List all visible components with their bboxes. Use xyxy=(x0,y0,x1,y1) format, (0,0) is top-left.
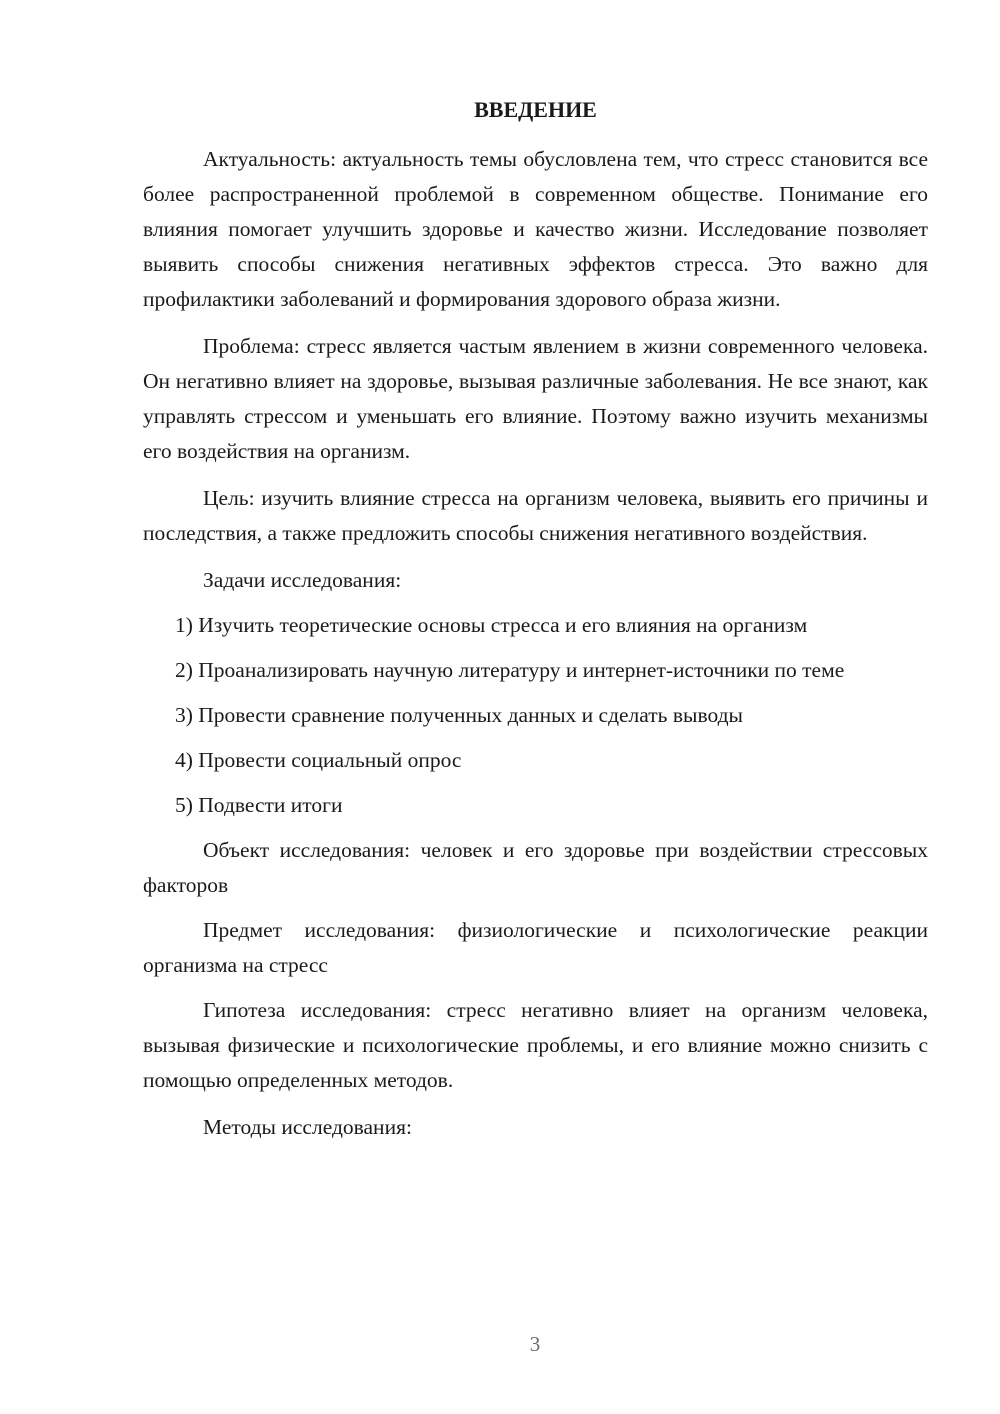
paragraph-methods: Методы исследования: xyxy=(203,1115,412,1139)
task-item-5: 5) Подвести итоги xyxy=(175,793,343,817)
paragraph-tasks-heading: Задачи исследования: xyxy=(203,568,402,592)
paragraph-goal: Цель: изучить влияние стресса на организм человека, выявить его причины и последствия, а также предложить способы снижения негативного воздействия. xyxy=(143,486,928,545)
task-item-2: 2) Проанализировать научную литературу и интернет-источники по теме xyxy=(175,658,845,682)
task-item-1: 1) Изучить теоретические основы стресса и его влияния на организм xyxy=(175,613,808,637)
paragraph-problem: Проблема: стресс является частым явлением в жизни современного человека. Он негативно влияет на здоровье, вызывая различные заболевания. Не все знают, как управлять стрессом и уменьшать его влияние. Поэтому важно изучить механизмы его воздействия на организм. xyxy=(143,334,928,463)
page-number: 3 xyxy=(529,1332,541,1356)
paragraph-relevance: Актуальность: актуальность темы обусловлена тем, что стресс становится все более распространенной проблемой в современном обществе. Понимание его влияния помогает улучшить здоровье и качество жизни. Исследование позволяет выявить способы снижения негативных эффектов стресса. Это важно для профилактики заболеваний и формирования здорового образа жизни. xyxy=(143,147,928,311)
paragraph-subject: Предмет исследования: физиологические и психологические реакции организма на стресс xyxy=(143,918,928,977)
document-body xyxy=(143,142,928,1145)
paragraph-object: Объект исследования: человек и его здоровье при воздействии стрессовых факторов xyxy=(143,838,928,897)
paragraph-hypothesis: Гипотеза исследования: стресс негативно влияет на организм человека, вызывая физические и психологические проблемы, и его влияние можно снизить с помощью определенных методов. xyxy=(143,998,928,1092)
task-item-4: 4) Провести социальный опрос xyxy=(175,748,462,772)
page-title: ВВЕДЕНИЕ xyxy=(474,97,597,122)
task-item-3: 3) Провести сравнение полученных данных и сделать выводы xyxy=(175,703,743,727)
